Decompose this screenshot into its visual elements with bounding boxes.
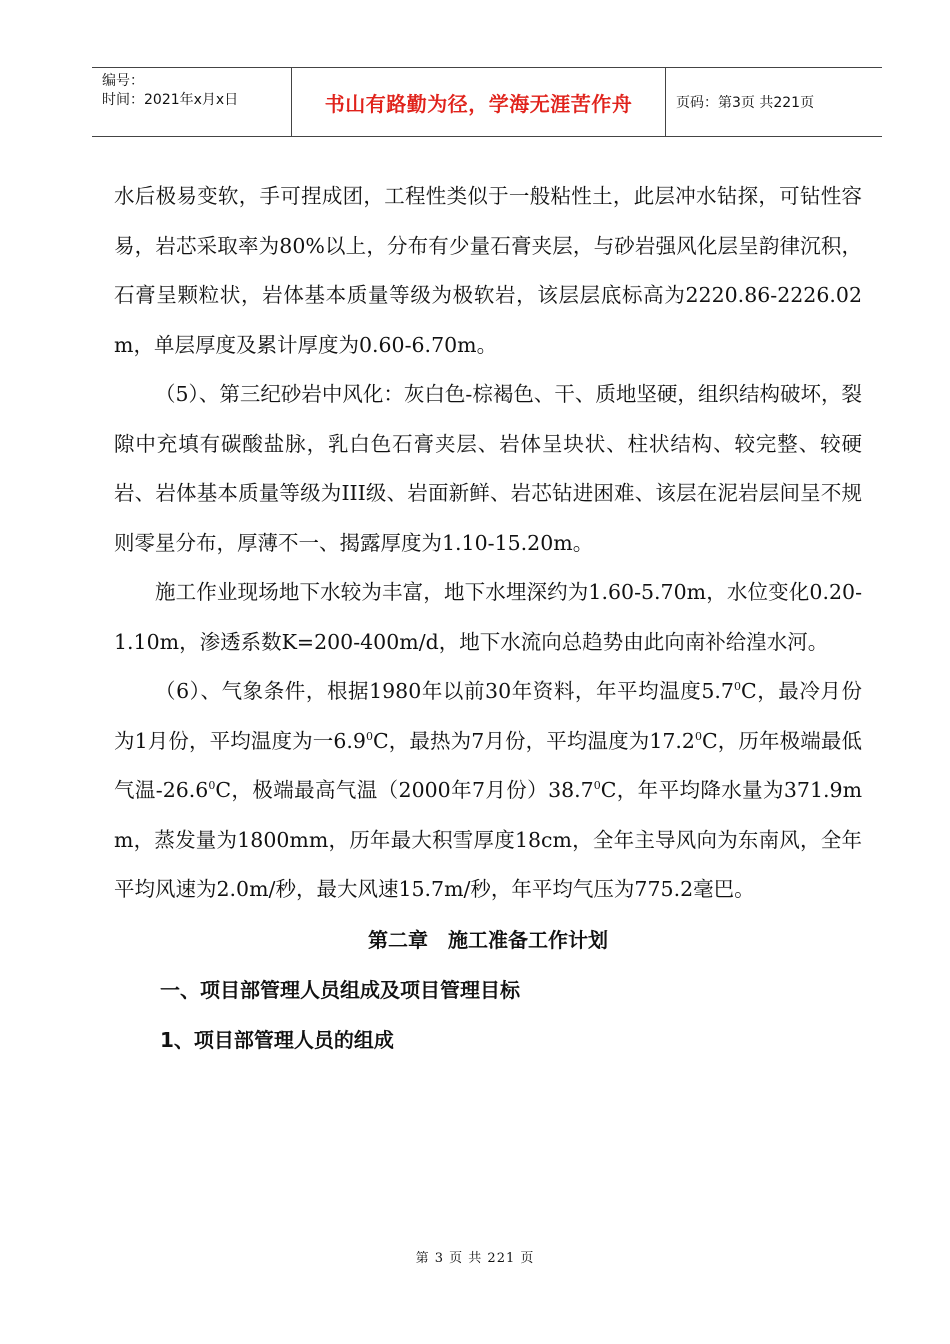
climate-text-d: C，历年极端最低气温-26.6 (114, 728, 862, 802)
chapter-heading: 第二章 施工准备工作计划 (368, 927, 608, 952)
paragraph-sandstone: （5）、第三纪砂岩中风化：灰白色-棕褐色、干、质地坚硬，组织结构破坏，裂隙中充填有碳酸盐脉，乳白色石膏夹层、岩体呈块状、柱状结构、较完整、较硬岩、岩体基本质量等级为III级、岩面新鲜、岩芯钻进困难、该层在泥岩层间呈不规则零星分布，厚薄不一、揭露厚度为1.10-15.20m。 (114, 382, 862, 555)
document-body (114, 172, 862, 1065)
subsection-heading: 1、项目部管理人员的组成 (160, 1027, 394, 1052)
climate-text-b: C，最冷月份为1月份，平均温度为一6.9 (114, 679, 862, 753)
climate-text-a: （6）、气象条件，根据1980年以前30年资料，年平均温度5.7 (155, 679, 734, 703)
degree-mark: 0 (593, 779, 601, 792)
serial-label: 编号： (102, 73, 144, 89)
degree-mark: 0 (733, 680, 741, 693)
header-meta (92, 68, 292, 136)
paragraph-groundwater: 施工作业现场地下水较为丰富，地下水埋深约为1.60-5.70m，水位变化0.20-1.10m，渗透系数K=200-400m/d，地下水流向总趋势由此向南补给湟水河。 (114, 580, 862, 654)
page-header (92, 67, 882, 137)
climate-text-f: C，年平均降水量为371.9mm，蒸发量为1800mm，历年最大积雪厚度18cm，全年主导风向为东南风，全年平均风速为2.0m/秒，最大风速15.7m/秒，年平均气压为775.2毫巴。 (114, 778, 863, 901)
time-label: 时间：2021年x月x日 (102, 92, 239, 108)
paragraph-geology-continued: 水后极易变软，手可捏成团，工程性类似于一般粘性土，此层冲水钻探，可钻性容易，岩芯采取率为80%以上，分布有少量石膏夹层，与砂岩强风化层呈韵律沉积，石膏呈颗粒状，岩体基本质量等级为极软岩，该层层底标高为2220.86-2226.02m，单层厚度及累计厚度为0.60-6.70m。 (114, 184, 862, 357)
paragraph-climate (114, 667, 862, 915)
section-heading: 一、项目部管理人员组成及项目管理目标 (160, 977, 520, 1002)
climate-text-c: C，最热为7月份，平均温度为17.2 (372, 728, 695, 753)
degree-mark: 0 (365, 729, 373, 743)
header-page-info: 页码：第3页 共221页 (676, 95, 815, 111)
page-footer: 第 3 页 共 221 页 (415, 1251, 535, 1266)
degree-mark: 0 (694, 729, 702, 743)
climate-text-e: C，极端最高气温（2000年7月份）38.7 (215, 778, 594, 802)
header-slogan: 书山有路勤为径，学海无涯苦作舟 (292, 68, 666, 136)
degree-mark: 0 (208, 779, 216, 792)
